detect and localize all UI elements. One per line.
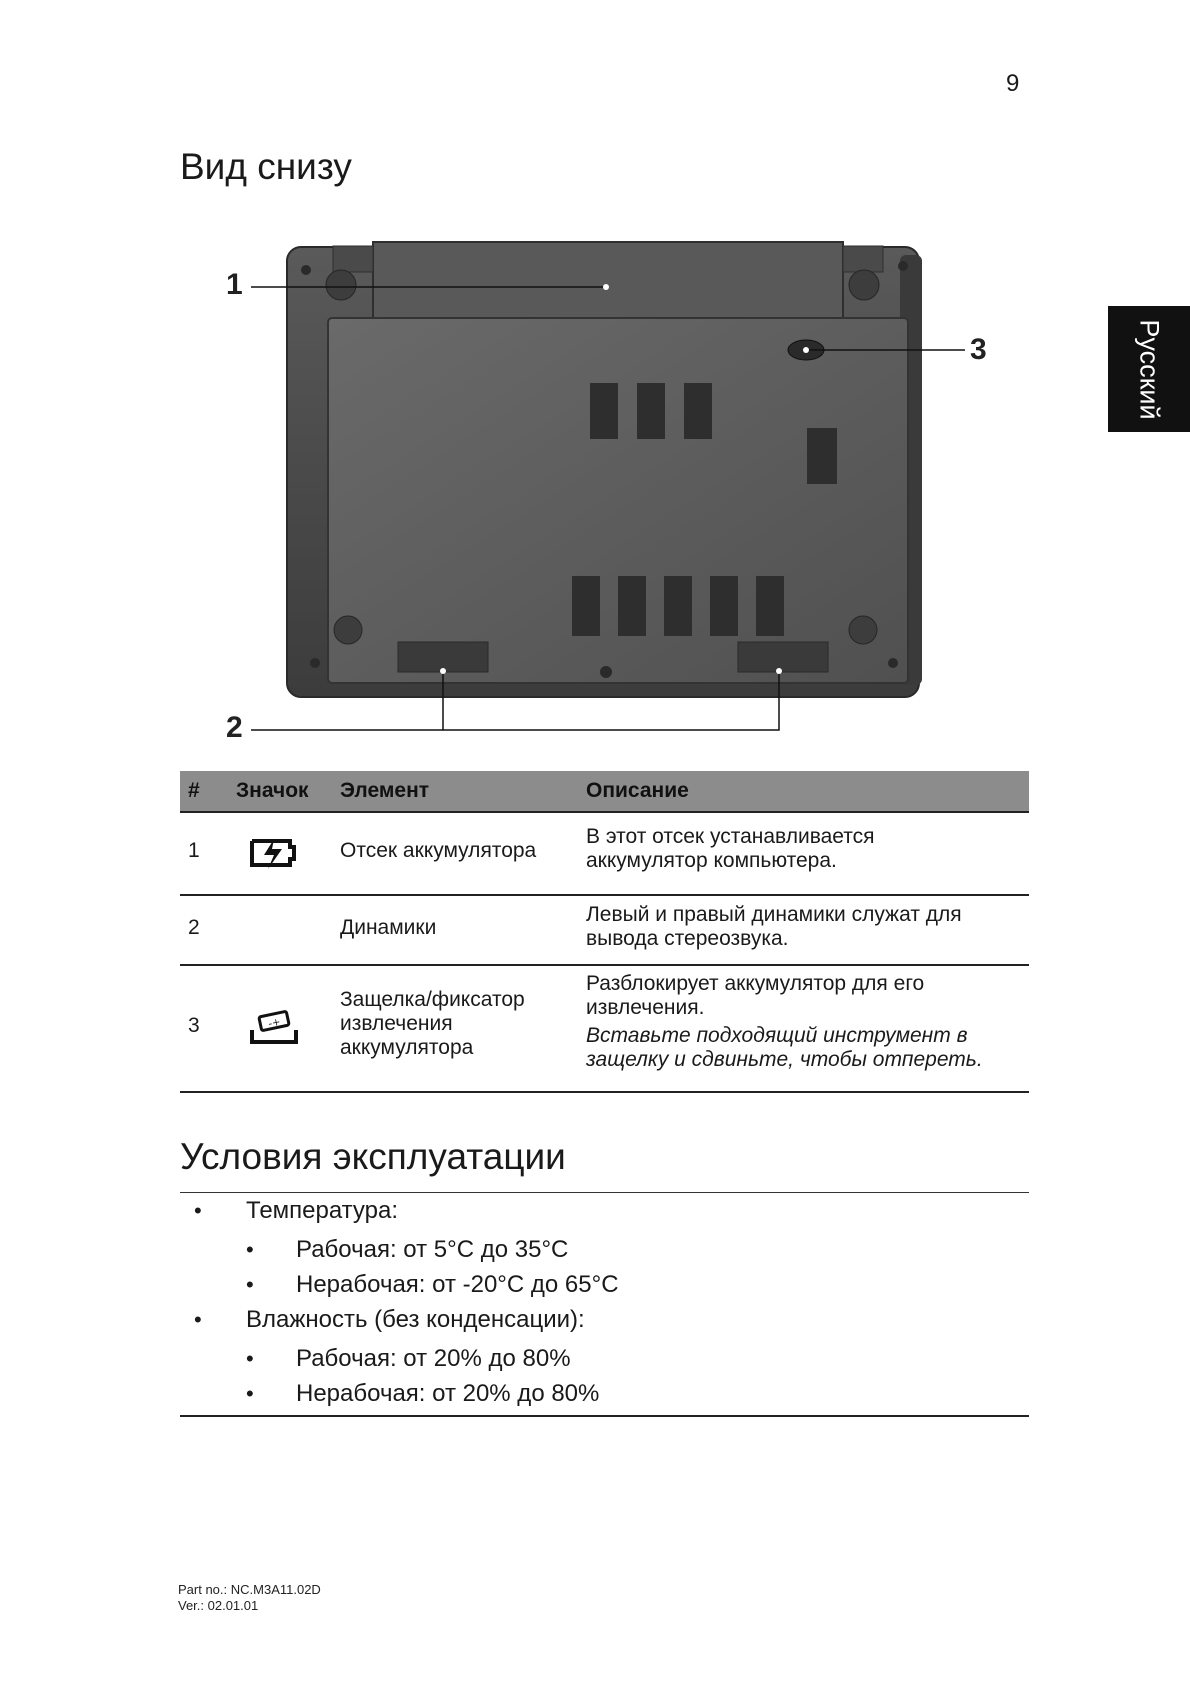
row-num: 1 [188, 839, 200, 862]
part-number: Part no.: NC.M3A11.02D [178, 1582, 321, 1597]
screw [600, 666, 612, 678]
callout-2: 2 [226, 711, 243, 744]
callout-1: 1 [226, 268, 243, 301]
footer [178, 1582, 321, 1614]
bullet: • [246, 1237, 254, 1262]
rubber-foot [849, 270, 879, 300]
list-item: • Температура: [194, 1197, 399, 1224]
table-row [180, 896, 1029, 966]
table-header [180, 771, 1029, 813]
rubber-foot [849, 616, 877, 644]
battery-charge-icon [246, 835, 306, 875]
callout-3: 3 [970, 333, 987, 366]
list-item: • Нерабочая: от -20°C до 65°C [246, 1271, 619, 1298]
row-num: 3 [188, 1014, 200, 1037]
screw [310, 658, 320, 668]
screw [888, 658, 898, 668]
screw [301, 265, 311, 275]
rubber-foot [334, 616, 362, 644]
battery-release-icon [246, 1008, 306, 1048]
laptop-bottom-illustration [0, 0, 1190, 760]
row-element: Динамики [340, 916, 437, 939]
header-description: Описание [586, 779, 689, 802]
list-item: • Нерабочая: от 20% до 80% [246, 1380, 600, 1407]
battery-hinge-left [333, 246, 373, 272]
header-icon: Значок [236, 779, 309, 802]
row-num: 2 [188, 916, 200, 939]
speaker-grille-left [398, 642, 488, 672]
screw [898, 261, 908, 271]
list-item: • Влажность (без конденсации): [194, 1306, 585, 1333]
language-tab-label: Русский [1134, 318, 1165, 420]
conditions-list [180, 1192, 1029, 1417]
bullet: • [246, 1346, 254, 1371]
row-description: Левый и правый динамики служат для вывода стереозвука. [586, 903, 962, 950]
bullet: • [194, 1307, 202, 1332]
version: Ver.: 02.01.01 [178, 1598, 259, 1613]
laptop-bottom-figure [0, 0, 1190, 760]
row-description: Разблокирует аккумулятор для его извлечения. Вставьте подходящий инструмент в защелку и сдвиньте, чтобы отпереть. [586, 972, 1026, 1072]
battery-hinge-right [843, 246, 883, 272]
svg-text:-+: -+ [267, 1016, 282, 1031]
header-element: Элемент [340, 779, 430, 802]
table-row [180, 813, 1029, 896]
battery-pack [373, 242, 843, 318]
row-description: В этот отсек устанавливается аккумулятор компьютера. [586, 825, 875, 872]
row-note: Вставьте подходящий инструмент в защелку и сдвиньте, чтобы отпереть. [586, 1024, 983, 1071]
table-row [180, 966, 1029, 1093]
row-element: Отсек аккумулятора [340, 839, 537, 862]
conditions-title: Условия эксплуатации [180, 1136, 566, 1177]
row-element: Защелка/фиксатор извлечения аккумулятора [340, 988, 525, 1059]
list-item: • Рабочая: от 5°C до 35°C [246, 1236, 569, 1263]
section-title: Вид снизу [180, 146, 352, 187]
page-number: 9 [1006, 70, 1020, 97]
bullet: • [246, 1272, 254, 1297]
header-num: # [188, 779, 200, 802]
bullet: • [194, 1198, 202, 1223]
speaker-grille-right [738, 642, 828, 672]
rubber-foot [326, 270, 356, 300]
list-item: • Рабочая: от 20% до 80% [246, 1345, 571, 1372]
bullet: • [246, 1381, 254, 1406]
components-table [180, 771, 1029, 1093]
